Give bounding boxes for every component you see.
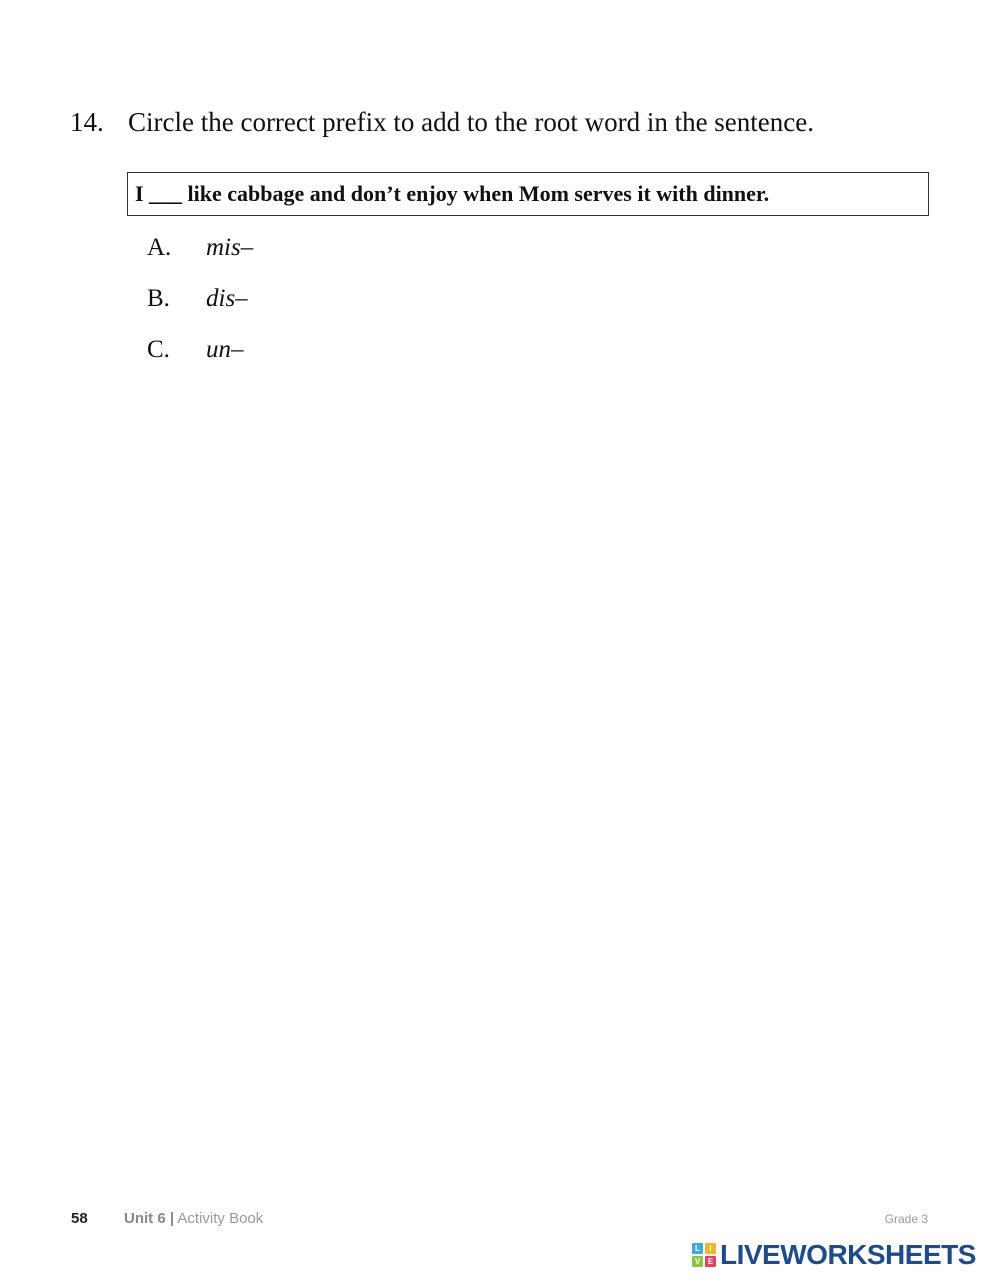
choice-prefix[interactable]: dis–: [206, 285, 248, 312]
liveworksheets-wordmark: LIVEWORKSHEETS: [720, 1239, 976, 1270]
choice-letter: C.: [147, 336, 170, 363]
choice-c[interactable]: [147, 332, 253, 383]
choice-b[interactable]: [147, 281, 253, 332]
book-label: Activity Book: [177, 1210, 264, 1227]
unit-label: Unit 6: [124, 1210, 166, 1227]
question-text: Circle the correct prefix to add to the root word in the sentence.: [128, 107, 814, 137]
liveworksheets-logo: [692, 1239, 976, 1271]
sentence-box: [127, 172, 929, 216]
footer-separator: |: [169, 1210, 175, 1227]
choice-prefix[interactable]: un–: [206, 336, 244, 363]
choice-letter: A.: [147, 234, 172, 261]
grade-label: Grade 3: [884, 1212, 928, 1226]
question-number: 14.: [70, 107, 104, 137]
choice-prefix[interactable]: mis–: [206, 234, 254, 261]
logo-tile-i: I: [705, 1243, 716, 1254]
question: [70, 104, 814, 140]
sentence-text: I ___ like cabbage and don’t enjoy when Mom serves it with dinner.: [135, 181, 770, 206]
unit-info: [124, 1209, 263, 1229]
answer-choices: [147, 230, 253, 383]
choice-a[interactable]: [147, 230, 253, 281]
logo-tile-e: E: [705, 1256, 716, 1267]
page-number: 58: [71, 1210, 88, 1227]
logo-tile-l: L: [692, 1243, 703, 1254]
logo-tile-v: V: [692, 1256, 703, 1267]
liveworksheets-icon: [692, 1243, 716, 1267]
choice-letter: B.: [147, 285, 170, 312]
